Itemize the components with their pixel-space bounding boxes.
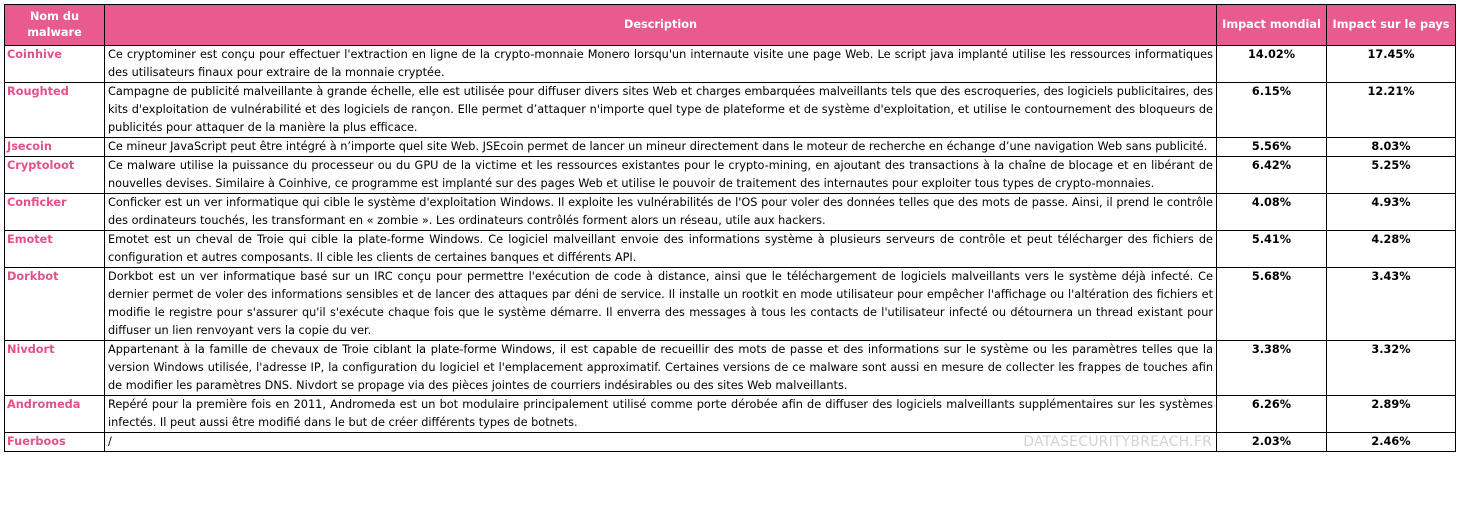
table-row: [5, 268, 1456, 341]
malware-description: Campagne de publicité malveillante à grande échelle, elle est utilisée pour diffuser divers sites Web et charges embarquées malveillants tels que des escroqueries, des logiciels publicitaires, des kits d'exploitation de vulnérabilité et des logiciels de rançon. Elle permet d’attaquer n'importe quel type de plateforme et de système d'exploitation, et utilise le contournement des bloqueurs de publicités pour attaquer de la manière la plus efficace.: [105, 83, 1217, 138]
malware-description: Emotet est un cheval de Troie qui cible la plate-forme Windows. Ce logiciel malveillant envoie des informations système à plusieurs serveurs de contrôle et peut télécharger des fichiers de configuration et autres composants. Il cible les clients de certaines banques et différents API.: [105, 231, 1217, 268]
table-row: [5, 46, 1456, 83]
header-malware-name: Nom du malware: [5, 5, 105, 46]
global-impact: 2.03%: [1217, 433, 1327, 452]
table-header: [5, 5, 1456, 46]
global-impact: 5.68%: [1217, 268, 1327, 341]
country-impact: 2.46%: [1327, 433, 1456, 452]
malware-name: Jsecoin: [5, 138, 105, 157]
global-impact: 6.15%: [1217, 83, 1327, 138]
global-impact: 14.02%: [1217, 46, 1327, 83]
malware-name: Nivdort: [5, 341, 105, 396]
country-impact: 4.93%: [1327, 194, 1456, 231]
malware-description: /: [108, 435, 112, 448]
global-impact: 5.56%: [1217, 138, 1327, 157]
table-body: [5, 46, 1456, 452]
table-row: [5, 157, 1456, 194]
header-row: [5, 5, 1456, 46]
country-impact: 12.21%: [1327, 83, 1456, 138]
header-global-impact: Impact mondial: [1217, 5, 1327, 46]
country-impact: 4.28%: [1327, 231, 1456, 268]
country-impact: 2.89%: [1327, 396, 1456, 433]
malware-name: Cryptoloot: [5, 157, 105, 194]
country-impact: 5.25%: [1327, 157, 1456, 194]
malware-description: Conficker est un ver informatique qui cible le système d'exploitation Windows. Il exploite les vulnérabilités de l'OS pour voler des données telles que des mots de passe. Ainsi, il prend le contrôle des ordinateurs touchés, les transformant en « zombie ». Les ordinateurs contrôlés forment alors un réseau, utile aux hackers.: [105, 194, 1217, 231]
table-row: [5, 194, 1456, 231]
malware-description: Repéré pour la première fois en 2011, Andromeda est un bot modulaire principalement utilisé comme porte dérobée afin de diffuser des logiciels malveillants supplémentaires sur les systèmes infectés. Il peut aussi être modifié dans le but de créer différents types de botnets.: [105, 396, 1217, 433]
malware-name: Emotet: [5, 231, 105, 268]
global-impact: 3.38%: [1217, 341, 1327, 396]
table-row: [5, 341, 1456, 396]
country-impact: 8.03%: [1327, 138, 1456, 157]
malware-table: [4, 4, 1456, 452]
country-impact: 17.45%: [1327, 46, 1456, 83]
global-impact: 5.41%: [1217, 231, 1327, 268]
header-country-impact: Impact sur le pays: [1327, 5, 1456, 46]
global-impact: 6.42%: [1217, 157, 1327, 194]
malware-description-cell: [105, 433, 1217, 452]
malware-name: Dorkbot: [5, 268, 105, 341]
malware-description: Ce malware utilise la puissance du processeur ou du GPU de la victime et les ressources existantes pour le crypto-mining, en ajoutant des transactions à la chaîne de blocage et en libérant de nouvelles devises. Similaire à Coinhive, ce programme est implanté sur des pages Web et utilise le pouvoir de traitement des internautes pour exploiter tous types de crypto-monnaies.: [105, 157, 1217, 194]
country-impact: 3.43%: [1327, 268, 1456, 341]
table-row: [5, 83, 1456, 138]
malware-description: Appartenant à la famille de chevaux de Troie ciblant la plate-forme Windows, il est capable de recueillir des mots de passe et des informations sur le système ou les paramètres telles que la version Windows utilisée, l'adresse IP, la configuration du logiciel et l'emplacement approximatif. Certaines versions de ce malware sont aussi en mesure de collecter les frappes de touches afin de modifier les paramètres DNS. Nivdort se propage via des pièces jointes de courriers indésirables ou des sites Web malveillants.: [105, 341, 1217, 396]
table-row: [5, 433, 1456, 452]
malware-name: Conficker: [5, 194, 105, 231]
table-row: [5, 396, 1456, 433]
watermark-text: DATASECURITYBREACH.FR: [1023, 434, 1212, 450]
malware-name: Coinhive: [5, 46, 105, 83]
malware-name: Andromeda: [5, 396, 105, 433]
malware-description: Ce mineur JavaScript peut être intégré à n’importe quel site Web. JSEcoin permet de lancer un mineur directement dans le moteur de recherche en échange d’une navigation Web sans publicité.: [105, 138, 1217, 157]
table-row: [5, 231, 1456, 268]
country-impact: 3.32%: [1327, 341, 1456, 396]
global-impact: 4.08%: [1217, 194, 1327, 231]
table-row: [5, 138, 1456, 157]
malware-name: Fuerboos: [5, 433, 105, 452]
global-impact: 6.26%: [1217, 396, 1327, 433]
header-description: Description: [105, 5, 1217, 46]
malware-table-container: [4, 4, 1455, 452]
malware-name: Roughted: [5, 83, 105, 138]
malware-description: Ce cryptominer est conçu pour effectuer l'extraction en ligne de la crypto-monnaie Monero lorsqu'un internaute visite une page Web. Le script java implanté utilise les ressources informatiques des utilisateurs finaux pour extraire de la monnaie cryptée.: [105, 46, 1217, 83]
malware-description: Dorkbot est un ver informatique basé sur un IRC conçu pour permettre l'exécution de code à distance, ainsi que le téléchargement de logiciels malveillants vers le système déjà infecté. Ce dernier permet de voler des informations sensibles et de lancer des attaques par déni de service. Il installe un rootkit en mode utilisateur pour empêcher l'affichage ou l'altération des fichiers et modifie le registre pour s'assurer qu'il s'exécute chaque fois que le système démarre. Il enverra des messages à tous les contacts de l'utilisateur infecté ou détournera un thread existant pour diffuser un lien renvoyant vers la copie du ver.: [105, 268, 1217, 341]
